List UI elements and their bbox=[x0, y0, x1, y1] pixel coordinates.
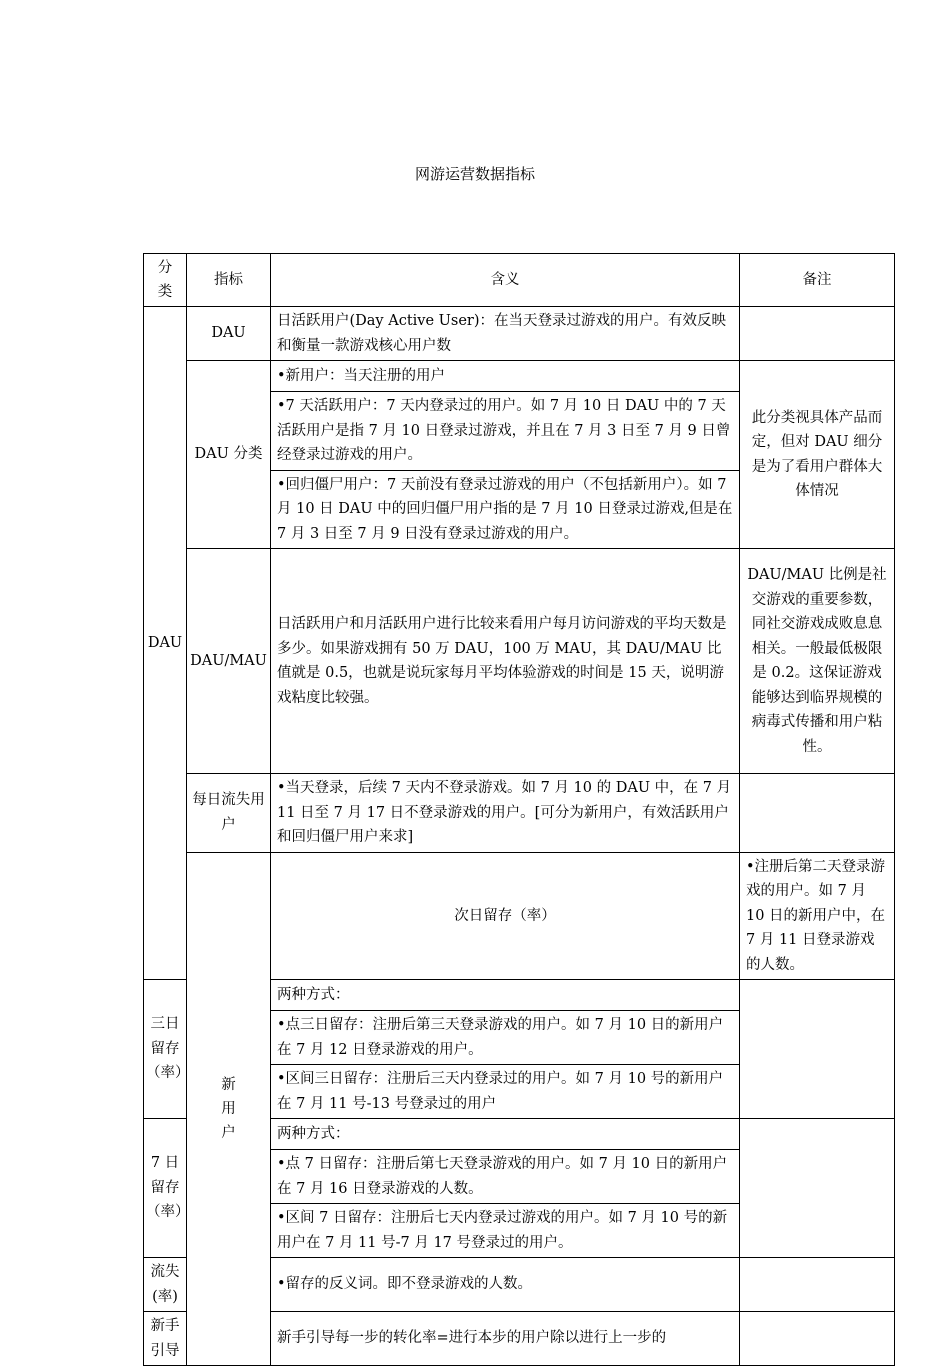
meaning-cell: •点 7 日留存：注册后第七天登录游戏的用户。如 7 月 10 日的新用户在 7 月 16 日登录游戏的人数。 bbox=[271, 1150, 740, 1204]
meaning-cell: •留存的反义词。即不登录游戏的人数。 bbox=[271, 1258, 740, 1312]
meaning-cell: •区间 7 日留存：注册后七天内登录过游戏的用户。如 7 月 10 号的新用户在 7 月 11 号-7 月 17 号登录过的用户。 bbox=[271, 1204, 740, 1258]
category-dau: DAU bbox=[144, 307, 187, 980]
note-cell bbox=[740, 980, 895, 1119]
meaning-cell: •区间三日留存：注册后三天内登录过的用户。如 7 月 10 号的新用户在 7 月 11 号-13 号登录过的用户 bbox=[271, 1065, 740, 1119]
header-indicator: 指标 bbox=[187, 254, 271, 307]
indicator-cell: 流失(率) bbox=[144, 1258, 187, 1312]
indicator-cell: 三日留存（率） bbox=[144, 980, 187, 1119]
meaning-cell: 新手引导每一步的转化率=进行本步的用户除以进行上一步的 bbox=[271, 1312, 740, 1366]
meaning-cell: •注册后第二天登录游戏的用户。如 7 月 10 日的新用户中，在 7 月 11 日登录游戏的人数。 bbox=[740, 852, 895, 980]
note-cell bbox=[740, 1119, 895, 1258]
header-meaning: 含义 bbox=[271, 254, 740, 307]
meaning-cell: •当天登录，后续 7 天内不登录游戏。如 7 月 10 的 DAU 中，在 7 月 11 日至 7 月 17 日不登录游戏的用户。[可分为新用户，有效活跃用户和回归僵尸用户来求] bbox=[271, 774, 740, 853]
table-row bbox=[144, 774, 895, 853]
meaning-cell: 日活跃用户(Day Active User)：在当天登录过游戏的用户。有效反映和衡量一款游戏核心用户数 bbox=[271, 307, 740, 361]
note-cell bbox=[740, 1258, 895, 1312]
note-cell: DAU/MAU 比例是社交游戏的重要参数，同社交游戏成败息息相关。一般最低极限是 0.2。这保证游戏能够达到临界规模的病毒式传播和用户粘性。 bbox=[740, 549, 895, 774]
meaning-cell: •7 天活跃用户：7 天内登录过的用户。如 7 月 10 日 DAU 中的 7 天活跃用户是指 7 月 10 日登录过游戏，并且在 7 月 3 日至 7 月 9 日曾经登录过游戏的用户。 bbox=[271, 392, 740, 471]
meaning-cell: •新用户：当天注册的用户 bbox=[271, 361, 740, 392]
meaning-cell: •回归僵尸用户：7 天前没有登录过游戏的用户（不包括新用户）。如 7 月 10 日 DAU 中的回归僵尸用户指的是 7 月 10 日登录过游戏,但是在 7 月 3 日至 7 月 9 日没有登录过游戏的用户。 bbox=[271, 470, 740, 549]
note-cell bbox=[740, 774, 895, 853]
category-new-user: 新用户 bbox=[187, 852, 271, 1366]
note-cell bbox=[740, 1312, 895, 1366]
meaning-cell: 两种方式： bbox=[271, 980, 740, 1011]
table-row bbox=[144, 307, 895, 361]
indicator-cell: 新手引导 bbox=[144, 1312, 187, 1366]
metrics-table bbox=[143, 253, 895, 1366]
table-row bbox=[144, 852, 895, 980]
indicator-cell: 次日留存（率） bbox=[271, 852, 740, 980]
note-cell: 此分类视具体产品而定，但对 DAU 细分是为了看用户群体大体情况 bbox=[740, 361, 895, 549]
table-header-row bbox=[144, 254, 895, 307]
note-cell bbox=[740, 307, 895, 361]
table-row bbox=[144, 549, 895, 774]
header-category: 分类 bbox=[144, 254, 187, 307]
indicator-cell: 7 日留存（率） bbox=[144, 1119, 187, 1258]
document-title: 网游运营数据指标 bbox=[414, 165, 535, 183]
header-note: 备注 bbox=[740, 254, 895, 307]
indicator-cell: DAU/MAU bbox=[187, 549, 271, 774]
indicator-cell: DAU 分类 bbox=[187, 361, 271, 549]
indicator-cell: DAU bbox=[187, 307, 271, 361]
indicator-cell: 每日流失用户 bbox=[187, 774, 271, 853]
meaning-cell: 日活跃用户和月活跃用户进行比较来看用户每月访问游戏的平均天数是多少。如果游戏拥有 50 万 DAU，100 万 MAU，其 DAU/MAU 比值就是 0.5，也就是说玩家每月平均体验游戏的时间是 15 天，说明游戏粘度比较强。 bbox=[271, 549, 740, 774]
table-row bbox=[144, 361, 895, 392]
meaning-cell: •点三日留存：注册后第三天登录游戏的用户。如 7 月 10 日的新用户在 7 月 12 日登录游戏的用户。 bbox=[271, 1011, 740, 1065]
meaning-cell: 两种方式： bbox=[271, 1119, 740, 1150]
